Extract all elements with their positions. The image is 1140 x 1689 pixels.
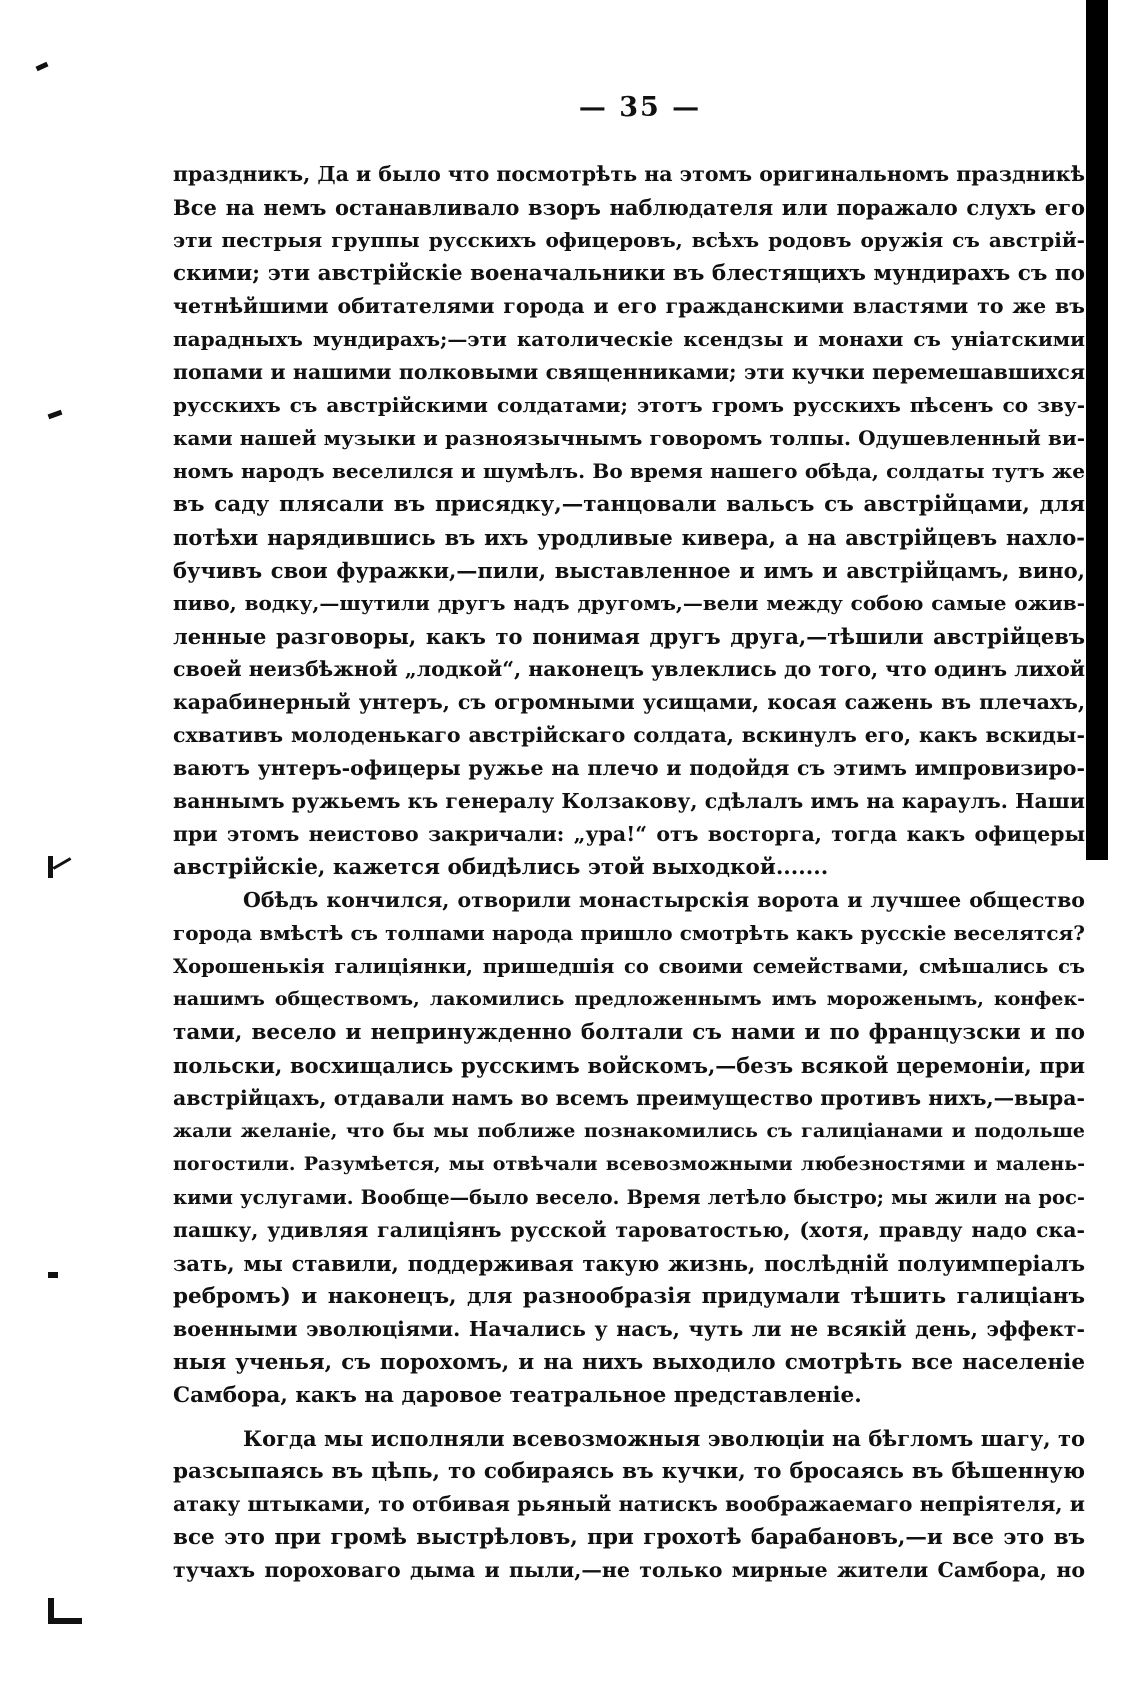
text-line: погостили. Разумѣется, мы отвѣчали всевозможными любезностями и малень-: [173, 1153, 1085, 1175]
text-line: въ саду плясали въ присядку,—танцовали вальсъ съ австрійцами, для: [173, 492, 1085, 517]
text-line: кими услугами. Вообще—было весело. Время летѣло быстро; мы жили на рос-: [173, 1186, 1085, 1209]
text-line: австрійцахъ, отдавали намъ во всемъ преимущество противъ нихъ,—выра-: [173, 1086, 1085, 1110]
margin-mark: [48, 410, 63, 419]
text-line: города вмѣстѣ съ толпами народа пришло смотрѣть какъ русскіе веселятся?: [173, 921, 1085, 945]
text-line: ребромъ) и наконецъ, для разнообразія придумали тѣшить галиціанъ: [173, 1284, 1085, 1309]
text-line: бучивъ свои фуражки,—пили, выставленное и имъ и австрійцамъ, вино,: [173, 558, 1085, 583]
text-line: потѣхи нарядившись въ ихъ уродливые кивера, а на австрійцевъ нахло-: [173, 525, 1085, 550]
text-line: военными эволюціями. Начались у насъ, чуть ли не всякій день, эффект-: [173, 1317, 1085, 1341]
text-line: скими; эти австрійскіе военачальники въ блестящихъ мундирахъ съ по: [173, 261, 1085, 286]
text-line: при этомъ неистово закричали: „ура!“ отъ восторга, тогда какъ офицеры: [173, 822, 1085, 846]
text-line: попами и нашими полковыми священниками; эти кучки перемешавшихся: [173, 360, 1085, 384]
text-line: Обѣдъ кончился, отворили монастырскія ворота и лучшее общество: [243, 888, 1085, 912]
text-line: своей неизбѣжной „лодкой“, наконецъ увлеклись до того, что одинъ лихой: [173, 657, 1085, 681]
text-line: ныя ученья, съ порохомъ, и на нихъ выходило смотрѣть все населеніе: [173, 1350, 1085, 1375]
text-line: разсыпаясь въ цѣпь, то собираясь въ кучки, то бросаясь въ бѣшенную: [173, 1459, 1085, 1484]
text-line: Хорошенькія галиціянки, пришедшія со своими семействами, смѣшались съ: [173, 955, 1085, 978]
text-line: Когда мы исполняли всевозможныя эволюціи на бѣгломъ шагу, то: [243, 1426, 1085, 1451]
text-line: польски, восхищались русскимъ войскомъ,—безъ всякой церемоніи, при: [173, 1053, 1085, 1078]
text-line: атаку штыками, то отбивая рьяный натискъ воображаемаго непріятеля, и: [173, 1492, 1085, 1516]
text-line: номъ народъ веселился и шумѣлъ. Во время нашего обѣда, солдаты тутъ же: [173, 459, 1085, 483]
scan-edge-shadow: [1086, 0, 1108, 860]
text-line: эти пестрыя группы русскихъ офицеровъ, всѣхъ родовъ оружія съ австрій-: [173, 228, 1085, 252]
text-line: ленные разговоры, какъ то понимая другъ друга,—тѣшили австрійцевъ: [173, 624, 1085, 649]
margin-mark: [48, 1618, 82, 1624]
text-line: схвативъ молоденькаго австрійскаго солдата, вскинулъ его, какъ вскиды-: [173, 723, 1085, 747]
text-line: карабинерный унтеръ, съ огромными усищами, косая сажень въ плечахъ,: [173, 690, 1085, 714]
text-line: австрійскіе, кажется обидѣлись этой выходкой.......: [173, 855, 829, 880]
margin-mark: [53, 857, 72, 870]
body-text: [173, 158, 1085, 1587]
text-line: нашимъ обществомъ, лакомились предложеннымъ имъ мороженымъ, конфек-: [173, 988, 1085, 1010]
text-line: русскихъ съ австрійскими солдатами; этотъ громъ русскихъ пѣсенъ со зву-: [173, 393, 1085, 417]
page-number-text: — 35 —: [578, 92, 702, 123]
text-line: пиво, водку,—шутили другъ надъ другомъ,—вели между собою самые ожив-: [173, 591, 1085, 615]
text-line: праздникъ, Да и было что посмотрѣть на этомъ оригинальномъ праздникѣ: [173, 162, 1085, 186]
text-line: все это при громѣ выстрѣловъ, при грохотѣ барабановъ,—и все это въ: [173, 1525, 1085, 1550]
margin-mark: [36, 62, 49, 72]
text-line: Все на немъ останавливало взоръ наблюдателя или поражало слухъ его: [173, 195, 1085, 220]
text-line: жали желаніе, что бы мы поближе познакомились съ галиціанами и подольше: [173, 1120, 1085, 1142]
text-line: Самбора, какъ на даровое театральное представленіе.: [173, 1383, 862, 1408]
text-line: пашку, удивляя галиціянъ русской тароватостью, (хотя, правду надо ска-: [173, 1218, 1085, 1242]
text-line: парадныхъ мундирахъ;—эти католическіе ксендзы и монахи съ уніатскими: [173, 327, 1085, 351]
text-line: тучахъ пороховаго дыма и пыли,—не только мирные жители Самбора, но: [173, 1558, 1085, 1582]
text-line: ваютъ унтеръ-офицеры ружье на плечо и подойдя съ этимъ импровизиро-: [173, 756, 1085, 780]
margin-mark: [48, 1272, 58, 1278]
text-line: ваннымъ ружьемъ къ генералу Колзакову, сдѣлалъ имъ на караулъ. Наши: [173, 789, 1085, 813]
text-line: тами, весело и непринужденно болтали съ нами и по французски и по: [173, 1020, 1085, 1045]
page-number: [0, 92, 1140, 123]
text-line: ками нашей музыки и разноязычнымъ говоромъ толпы. Одушевленный ви-: [173, 426, 1085, 450]
text-line: зать, мы ставили, поддерживая такую жизнь, послѣдній полуимперіалъ: [173, 1251, 1085, 1276]
page-right-margin: [1108, 0, 1140, 1689]
text-line: четнѣйшими обитателями города и его гражданскими властями то же въ: [173, 294, 1085, 318]
